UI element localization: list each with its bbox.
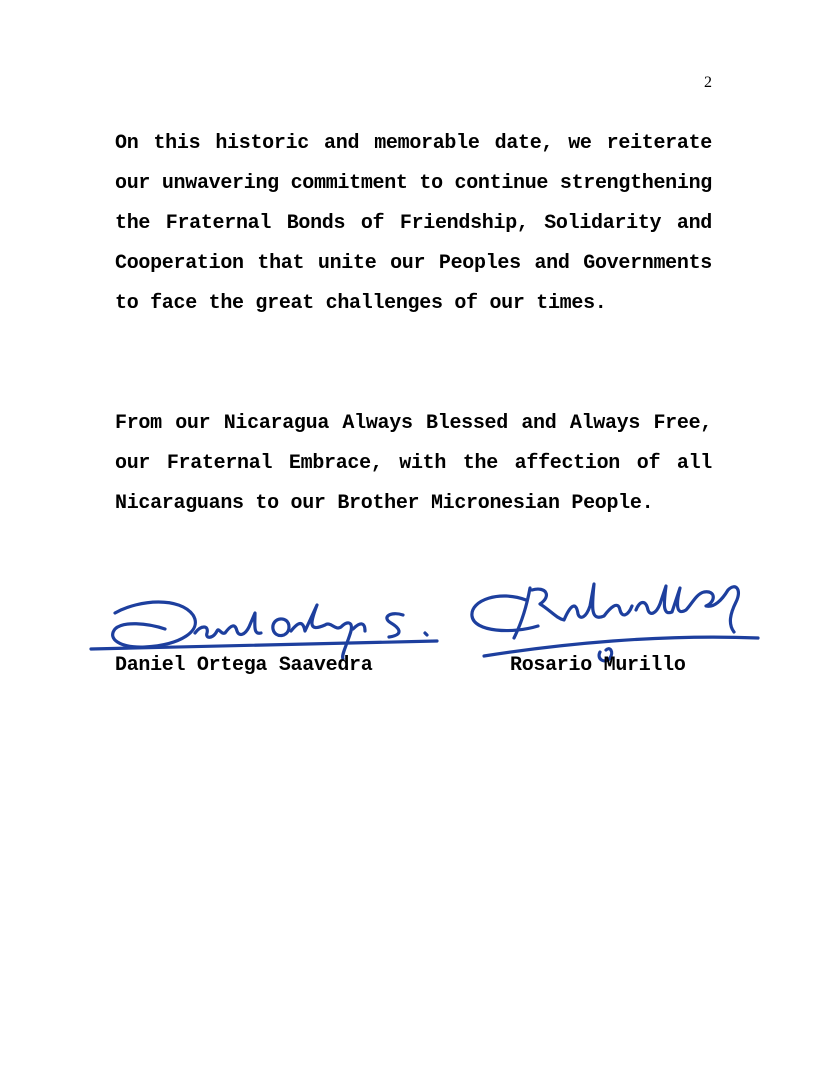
signature-daniel-ortega-saavedra: [85, 585, 445, 665]
signer-name-murillo: Rosario Murillo: [510, 654, 686, 677]
signature-block: [0, 560, 825, 690]
page-number: 2: [704, 74, 712, 91]
signer-name-ortega: Daniel Ortega Saavedra: [115, 654, 373, 677]
body-paragraph-2: From our Nicaragua Always Blessed and Always Free, our Fraternal Embrace, with the affection of all Nicaraguans to our Brother Micronesian People.: [115, 412, 712, 515]
body-paragraph-1: On this historic and memorable date, we reiterate our unwavering commitment to continue strengthening the Fraternal Bonds of Friendship, Solidarity and Cooperation that unite our Peoples and Governments to face the great challenges of our times.: [115, 132, 712, 315]
